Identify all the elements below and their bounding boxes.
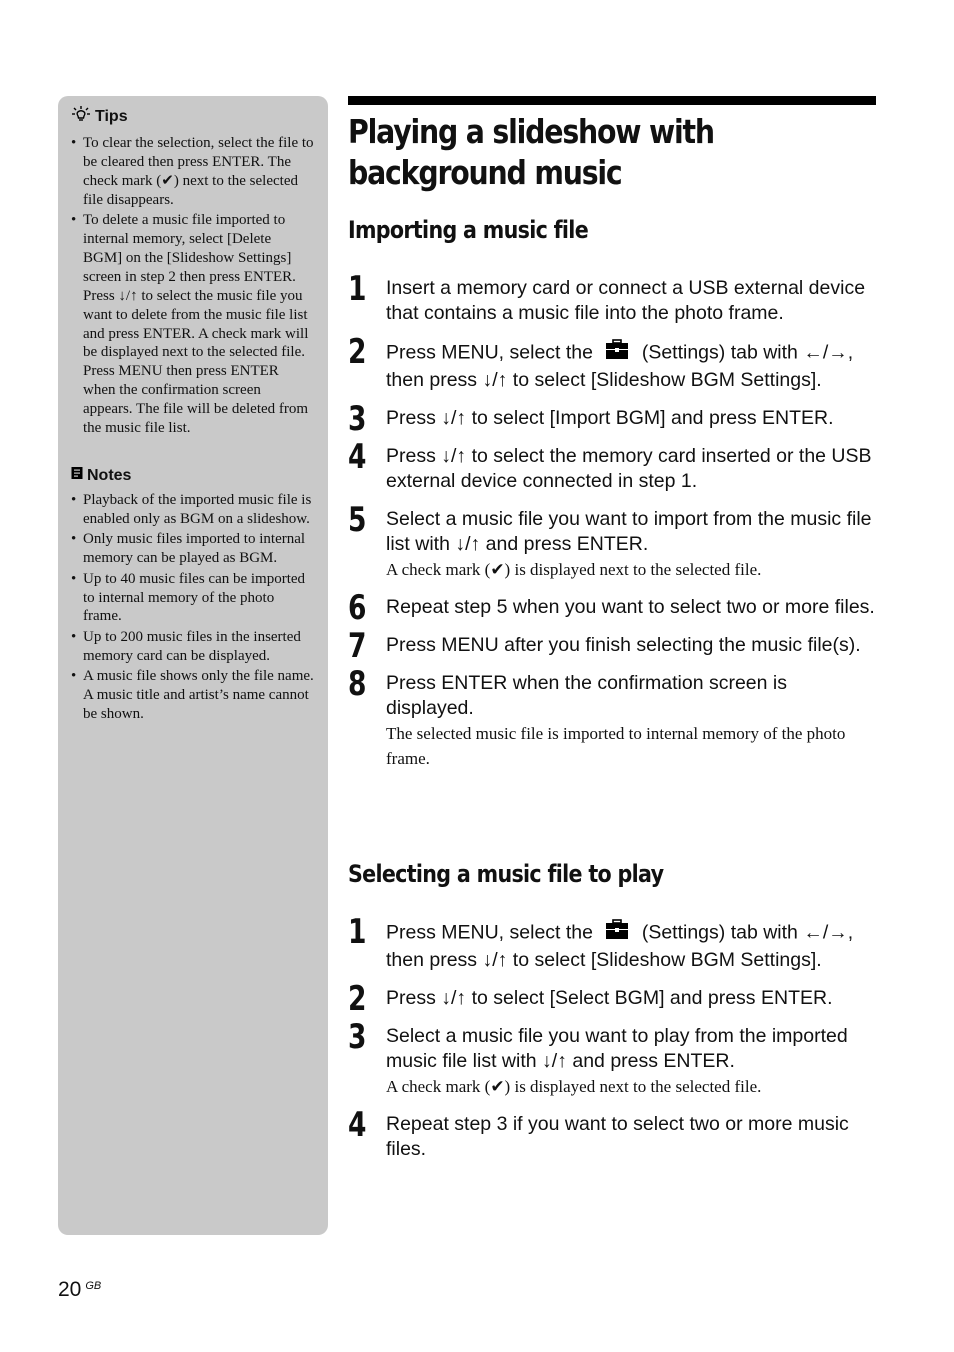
step-item (348, 500, 878, 582)
step-note: A check mark (✔) is displayed next to the selected file. (386, 560, 762, 579)
main-content (348, 96, 876, 1160)
toolbox-settings-icon (598, 339, 636, 368)
tip-item: • To clear the selection, select the file to be cleared then press ENTER. The check mark (✔) next to the selected file disappears. (71, 134, 314, 210)
select-steps (348, 912, 878, 1162)
step-item (348, 399, 878, 439)
step-number: 2 (348, 979, 367, 1019)
step-item (348, 437, 878, 494)
step-text: Insert a memory card or connect a USB external device that contains a music file into the photo frame. (386, 277, 866, 324)
page-number-suffix: GB (85, 1280, 102, 1292)
notes-list (71, 491, 314, 724)
step-text-pre: Press MENU, select the (386, 341, 593, 364)
step-number: 3 (348, 1017, 367, 1057)
note-item: • Up to 200 music files in the inserted memory card can be displayed. (71, 628, 314, 666)
note-item: • Up to 40 music files can be imported to internal memory of the photo frame. (71, 570, 314, 627)
step-number: 7 (348, 626, 367, 666)
notes-icon (71, 466, 83, 485)
toolbox-settings-icon (598, 919, 636, 948)
step-text (386, 919, 878, 973)
step-item (348, 1105, 878, 1162)
step-text: Press ↓/↑ to select the memory card inserted or the USB external device connected in step 1. (386, 445, 872, 492)
step-item (348, 626, 878, 666)
title-rule (348, 96, 876, 105)
step-item (348, 664, 878, 771)
step-number: 8 (348, 664, 367, 704)
step-text: Repeat step 3 if you want to select two or more music files. (386, 1113, 849, 1160)
notes-heading-label: Notes (87, 466, 132, 484)
step-number: 1 (348, 269, 367, 309)
tips-heading (71, 105, 314, 128)
page-title-line-2: background music (348, 153, 622, 192)
tip-item: • To delete a music file imported to internal memory, select [Delete BGM] on the [Slideshow Settings] screen in step 2 then press ENTER. Press ↓/↑ to select the music file you want to delete from the music file list and press ENTER. A check mark will be displayed next to the selected file. Press MENU then press ENTER when the confirmation screen appears. The file will be deleted from the music file list. (71, 211, 314, 438)
note-item: • Playback of the imported music file is enabled only as BGM on a slideshow. (71, 491, 314, 529)
step-note: The selected music file is imported to internal memory of the photo frame. (386, 724, 846, 768)
step-text (386, 339, 878, 393)
step-text: Select a music file you want to import from the music file list with ↓/↑ and press ENTER. (386, 508, 872, 555)
step-item (348, 588, 878, 628)
notes-heading (71, 466, 314, 485)
step-text-post: (Settings) tab with ←/→, then press ↓/↑ to select [Slideshow BGM Settings]. (386, 921, 854, 971)
step-item (348, 979, 878, 1019)
tips-heading-label: Tips (95, 107, 128, 125)
page-number (58, 1278, 101, 1302)
step-text: Press ↓/↑ to select [Select BGM] and press ENTER. (386, 987, 833, 1009)
step-number: 6 (348, 588, 367, 628)
tips-notes-sidebar (58, 96, 328, 1235)
import-steps (348, 269, 878, 771)
step-note: A check mark (✔) is displayed next to the selected file. (386, 1077, 762, 1096)
step-number: 1 (348, 912, 367, 952)
step-item (348, 912, 878, 973)
step-number: 5 (348, 500, 367, 540)
step-text: Press ENTER when the confirmation screen is displayed. (386, 672, 787, 719)
section-title-selecting: Selecting a music file to play (348, 860, 664, 888)
step-item (348, 269, 878, 326)
note-item: • Only music files imported to internal memory can be played as BGM. (71, 530, 314, 568)
lightbulb-icon (71, 105, 91, 128)
page-title-line-1: Playing a slideshow with (348, 112, 714, 151)
step-number: 2 (348, 332, 367, 372)
step-number: 4 (348, 1105, 367, 1145)
step-number: 4 (348, 437, 367, 477)
step-item (348, 1017, 878, 1099)
step-text-pre: Press MENU, select the (386, 921, 593, 944)
page-title (348, 111, 881, 193)
section-title-importing: Importing a music file (348, 216, 589, 244)
step-text-post: (Settings) tab with ←/→, then press ↓/↑ to select [Slideshow BGM Settings]. (386, 341, 854, 391)
step-text: Press ↓/↑ to select [Import BGM] and press ENTER. (386, 407, 834, 429)
page-number-value: 20 (58, 1278, 82, 1301)
step-text: Press MENU after you finish selecting the music file(s). (386, 634, 861, 656)
step-item (348, 332, 878, 393)
step-text: Repeat step 5 when you want to select two or more files. (386, 596, 875, 618)
step-text: Select a music file you want to play from the imported music file list with ↓/↑ and press ENTER. (386, 1025, 848, 1072)
tips-list (71, 134, 314, 438)
step-number: 3 (348, 399, 367, 439)
note-item: • A music file shows only the file name. A music title and artist’s name cannot be shown. (71, 667, 314, 724)
